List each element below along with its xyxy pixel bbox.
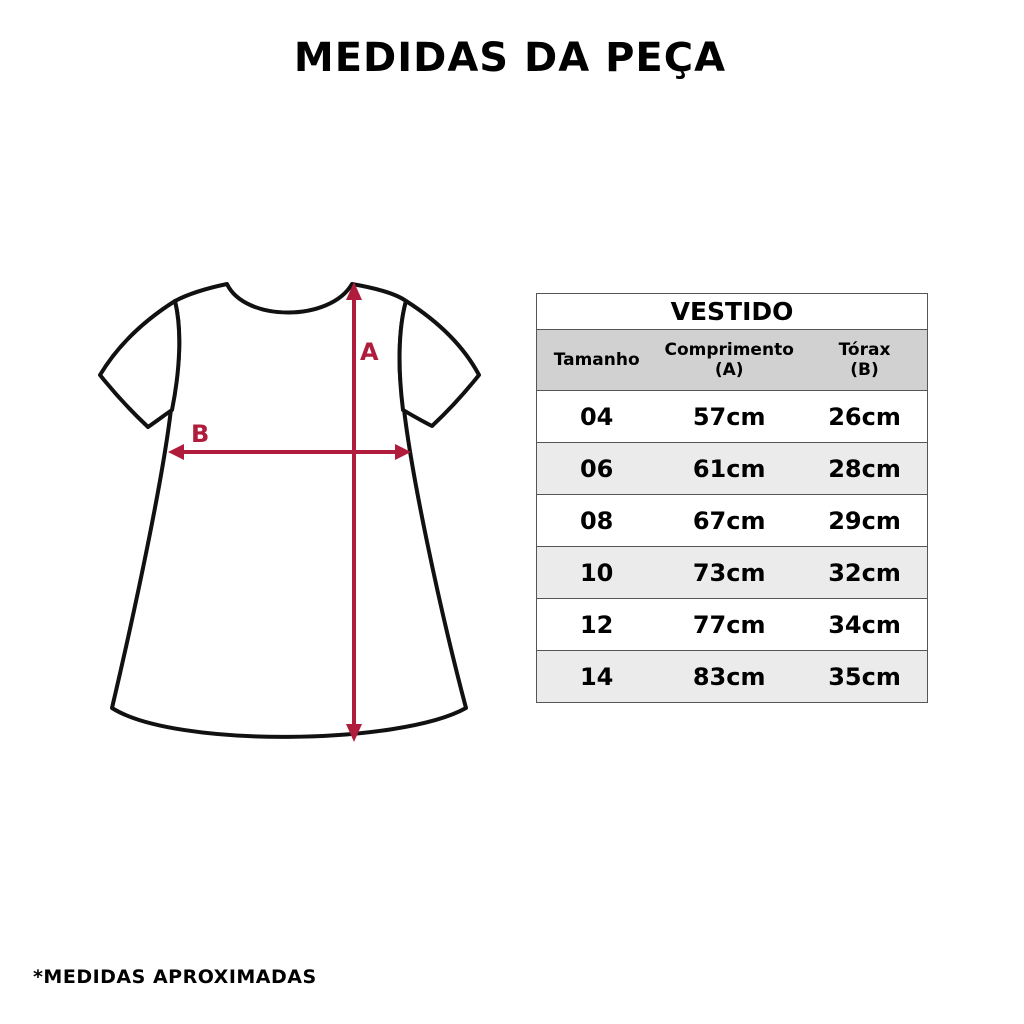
- header-chest-label: Tórax: [838, 340, 891, 360]
- cell-chest: 29cm: [802, 495, 927, 547]
- page-title: MEDIDAS DA PEÇA: [293, 35, 727, 81]
- cell-chest: 35cm: [802, 651, 927, 703]
- table-header-row: [537, 330, 928, 391]
- cell-size: 04: [537, 391, 657, 443]
- header-length-label: Comprimento: [664, 340, 794, 360]
- header-chest: [802, 330, 927, 391]
- table-title: VESTIDO: [537, 294, 928, 330]
- table-row: [537, 547, 928, 599]
- size-table: [536, 293, 928, 703]
- table-row: [537, 651, 928, 703]
- cell-length: 73cm: [656, 547, 802, 599]
- cell-chest: 34cm: [802, 599, 927, 651]
- cell-length: 83cm: [656, 651, 802, 703]
- table-row: [537, 443, 928, 495]
- cell-chest: 32cm: [802, 547, 927, 599]
- header-size: [537, 330, 657, 391]
- cell-size: 10: [537, 547, 657, 599]
- header-length-sub: (A): [714, 360, 744, 380]
- cell-size: 06: [537, 443, 657, 495]
- dress-outline: [100, 284, 479, 737]
- cell-size: 08: [537, 495, 657, 547]
- cell-length: 77cm: [656, 599, 802, 651]
- cell-chest: 28cm: [802, 443, 927, 495]
- chest-label: B: [191, 420, 210, 448]
- header-chest-sub: (B): [850, 360, 879, 380]
- table-row: [537, 599, 928, 651]
- cell-length: 61cm: [656, 443, 802, 495]
- dress-diagram: [90, 270, 490, 750]
- table-row: [537, 391, 928, 443]
- cell-size: 12: [537, 599, 657, 651]
- table-title-row: [537, 294, 928, 330]
- header-size-label: Tamanho: [553, 350, 640, 370]
- length-label: A: [360, 338, 379, 366]
- cell-chest: 26cm: [802, 391, 927, 443]
- table-row: [537, 495, 928, 547]
- footnote: *MEDIDAS APROXIMADAS: [33, 966, 317, 988]
- cell-length: 57cm: [656, 391, 802, 443]
- cell-length: 67cm: [656, 495, 802, 547]
- cell-size: 14: [537, 651, 657, 703]
- header-length: [656, 330, 802, 391]
